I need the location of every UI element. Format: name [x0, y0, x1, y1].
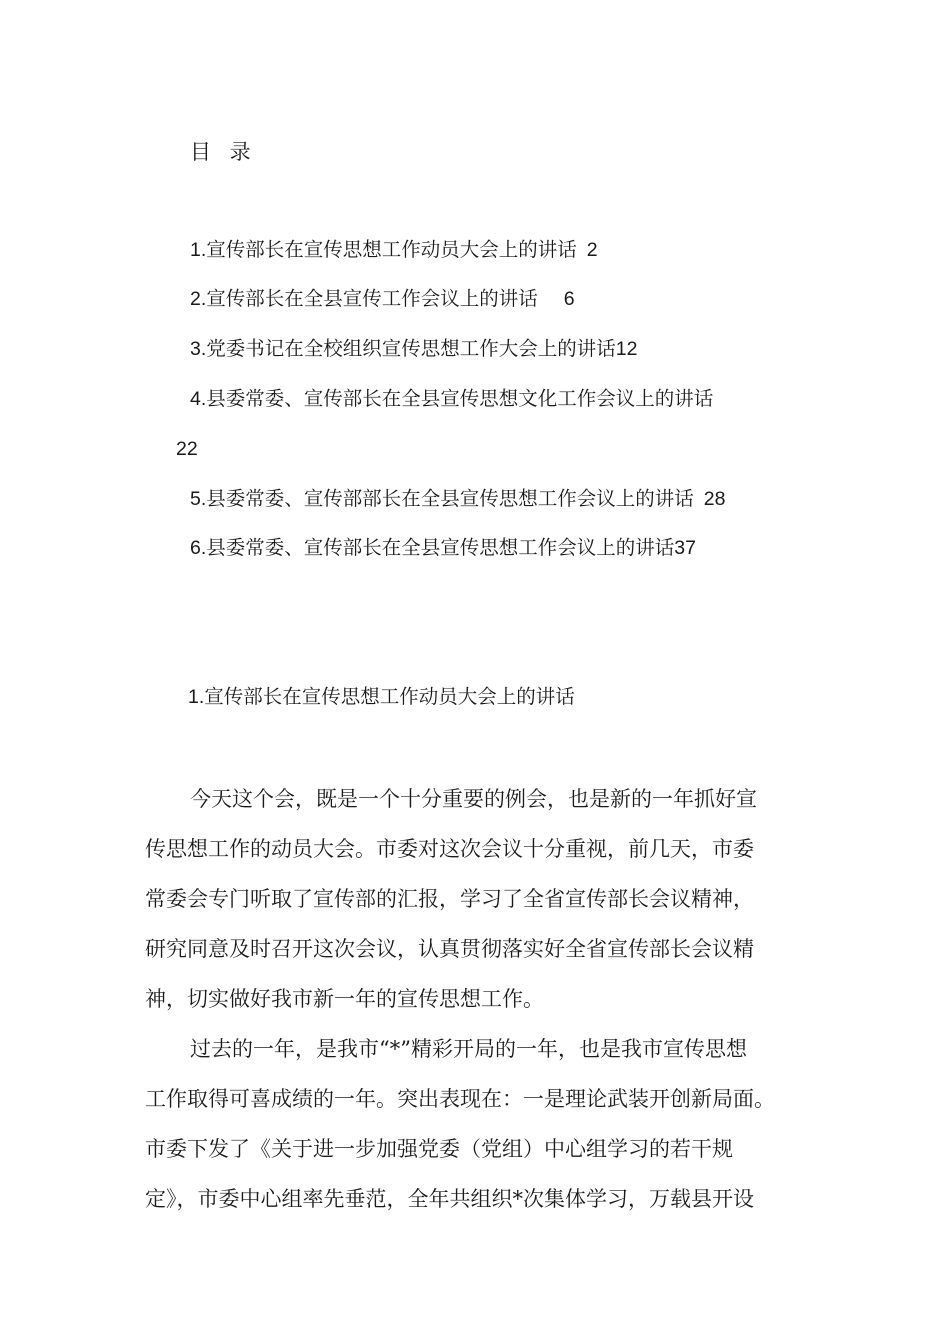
toc-entry-title: 县委常委、宣传部长在全县宣传思想文化工作会议上的讲话 — [206, 387, 714, 410]
toc-entry-number: 1. — [190, 239, 207, 261]
toc-entry-number: 5. — [190, 488, 207, 510]
body-text-line: 研究同意及时召开这次会议，认真贯彻落实好全省宣传部长会议精 — [145, 937, 754, 961]
toc-entry-page: 28 — [703, 488, 726, 510]
section-title: 宣传部长在宣传思想工作动员大会上的讲话 — [204, 685, 575, 708]
section-number: 1. — [188, 686, 205, 708]
body-text-line: 工作取得可喜成绩的一年。突出表现在：一是理论武装开创新局面。 — [145, 1087, 775, 1111]
body-text-line: 常委会专门听取了宣传部的汇报，学习了全省宣传部长会议精神， — [145, 887, 754, 911]
toc-entry-page: 6 — [563, 288, 575, 310]
toc-entry-title: 县委常委、宣传部长在全县宣传思想工作会议上的讲话 — [206, 536, 675, 559]
body-text-line: 传思想工作的动员大会。市委对这次会议十分重视，前几天，市委 — [145, 837, 754, 861]
toc-entry[interactable] — [190, 484, 725, 514]
toc-entry-title: 宣传部长在全县宣传工作会议上的讲话 — [206, 287, 538, 310]
toc-entry[interactable] — [190, 334, 637, 364]
toc-entry-title: 县委常委、宣传部部长在全县宣传思想工作会议上的讲话 — [206, 487, 694, 510]
body-text-line: 过去的一年，是我市“*”精彩开局的一年，也是我市宣传思想 — [190, 1037, 747, 1061]
toc-entry[interactable] — [190, 384, 713, 414]
section-heading — [188, 682, 575, 712]
body-text-line: 神，切实做好我市新一年的宣传思想工作。 — [145, 987, 544, 1011]
toc-entry-number: 3. — [190, 338, 207, 360]
body-text-line: 市委下发了《关于进一步加强党委（党组）中心组学习的若干规 — [145, 1137, 733, 1161]
body-text-line: 定》，市委中心组率先垂范，全年共组织*次集体学习，万载县开设 — [145, 1187, 754, 1211]
toc-title: 目 录 — [190, 140, 257, 164]
toc-entry-page: 22 — [176, 438, 198, 460]
toc-entry[interactable] — [190, 284, 575, 314]
toc-entry-title: 党委书记在全校组织宣传思想工作大会上的讲话 — [206, 337, 616, 360]
toc-entry-number: 2. — [190, 288, 207, 310]
body-text-line: 今天这个会，既是一个十分重要的例会，也是新的一年抓好宣 — [190, 787, 757, 811]
toc-entry[interactable] — [190, 235, 598, 265]
toc-entry-number: 4. — [190, 388, 207, 410]
toc-entry-page: 12 — [615, 338, 638, 360]
toc-entry[interactable] — [190, 533, 696, 563]
toc-entry-number: 6. — [190, 537, 207, 559]
toc-entry-title: 宣传部长在宣传思想工作动员大会上的讲话 — [206, 238, 577, 261]
toc-entry-page: 37 — [674, 537, 696, 559]
toc-entry-page: 2 — [586, 239, 598, 261]
